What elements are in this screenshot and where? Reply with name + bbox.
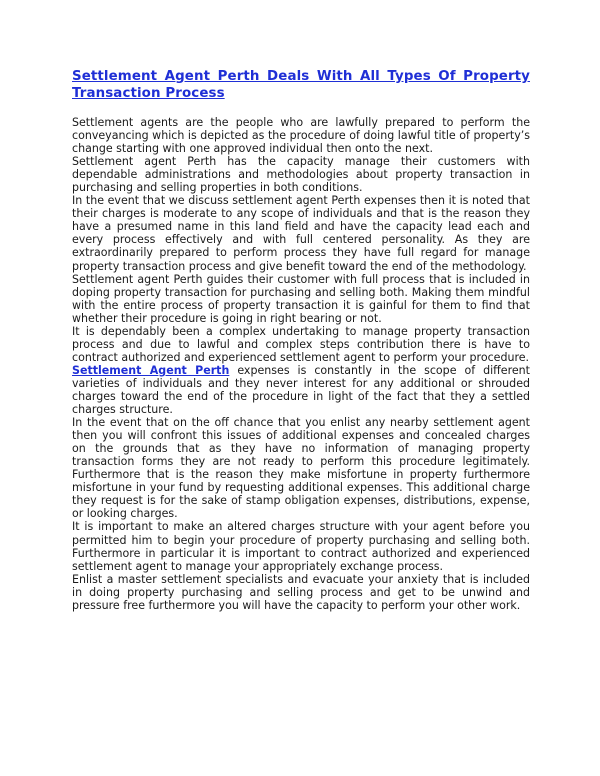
page-title	[72, 68, 530, 102]
paragraph-expenses: In the event that we discuss settlement agent Perth expenses then it is noted that their charges is moderate to any scope of individuals and that is the reason they have a presumed name in this land field and have the capacity lead each and every process effectively and with full centered personality. As they are extraordinarily prepared to perform process they have full regard for manage property transaction process and give benefit toward the end of the methodology.	[72, 194, 530, 273]
paragraph-capacity: Settlement agent Perth has the capacity manage their customers with dependable administrations and methodologies about property transaction in purchasing and selling properties in both conditions.	[72, 155, 530, 195]
title-link[interactable]: Settlement Agent Perth Deals With All Types Of Property Transaction Process	[72, 69, 530, 101]
paragraph-intro: Settlement agents are the people who are lawfully prepared to perform the conveyancing which is depicted as the procedure of doing lawful title of property’s change starting with one approved individual then onto the next.	[72, 116, 530, 156]
settlement-agent-link[interactable]: Settlement Agent Perth	[72, 363, 230, 377]
paragraph-local-agent: In the event that on the off chance that you enlist any nearby settlement agent then you will confront this issues of additional expenses and concealed charges on the grounds that as they have no information of managing property transaction forms they are not ready to perform this procedure legitimately. Furthermore that is the reason they make misfortune in property furthermore misfortune in your fund by requesting additional expenses. This additional charge they request is for the sake of stamp obligation expenses, distributions, expense, or looking charges.	[72, 416, 530, 521]
document-page	[72, 68, 530, 612]
paragraph-complex: It is dependably been a complex undertaking to manage property transaction process and due to lawful and complex steps contribution there is have to contract authorized and experienced settlement agent to perform your procedure.	[72, 324, 530, 364]
paragraph-guides: Settlement agent Perth guides their customer with full process that is included in doping property transaction for purchasing and selling both. Making them mindful with the entire process of property transaction it is gainful for them to find that whether their procedure is going in right bearing or not.	[72, 272, 530, 325]
paragraph-altered-charges: It is important to make an altered charges structure with your agent before you permitted him to begin your procedure of property purchasing and selling both. Furthermore in particular it is important to contract authorized and experienced settlement agent to manage your appropriately exchange process.	[72, 520, 530, 573]
article-body	[72, 116, 530, 612]
paragraph-enlist: Enlist a master settlement specialists and evacuate your anxiety that is included in doing property purchasing and selling process and get to be unwind and pressure free furthermore you will have the capacity to perform your other work.	[72, 572, 530, 612]
paragraph-link	[72, 364, 530, 416]
link-paragraph-text: expenses is constantly in the scope of different varieties of individuals and they never interest for any additional or shrouded charges toward the end of the procedure in light of the fact that they a settled charges structure.	[72, 363, 531, 417]
